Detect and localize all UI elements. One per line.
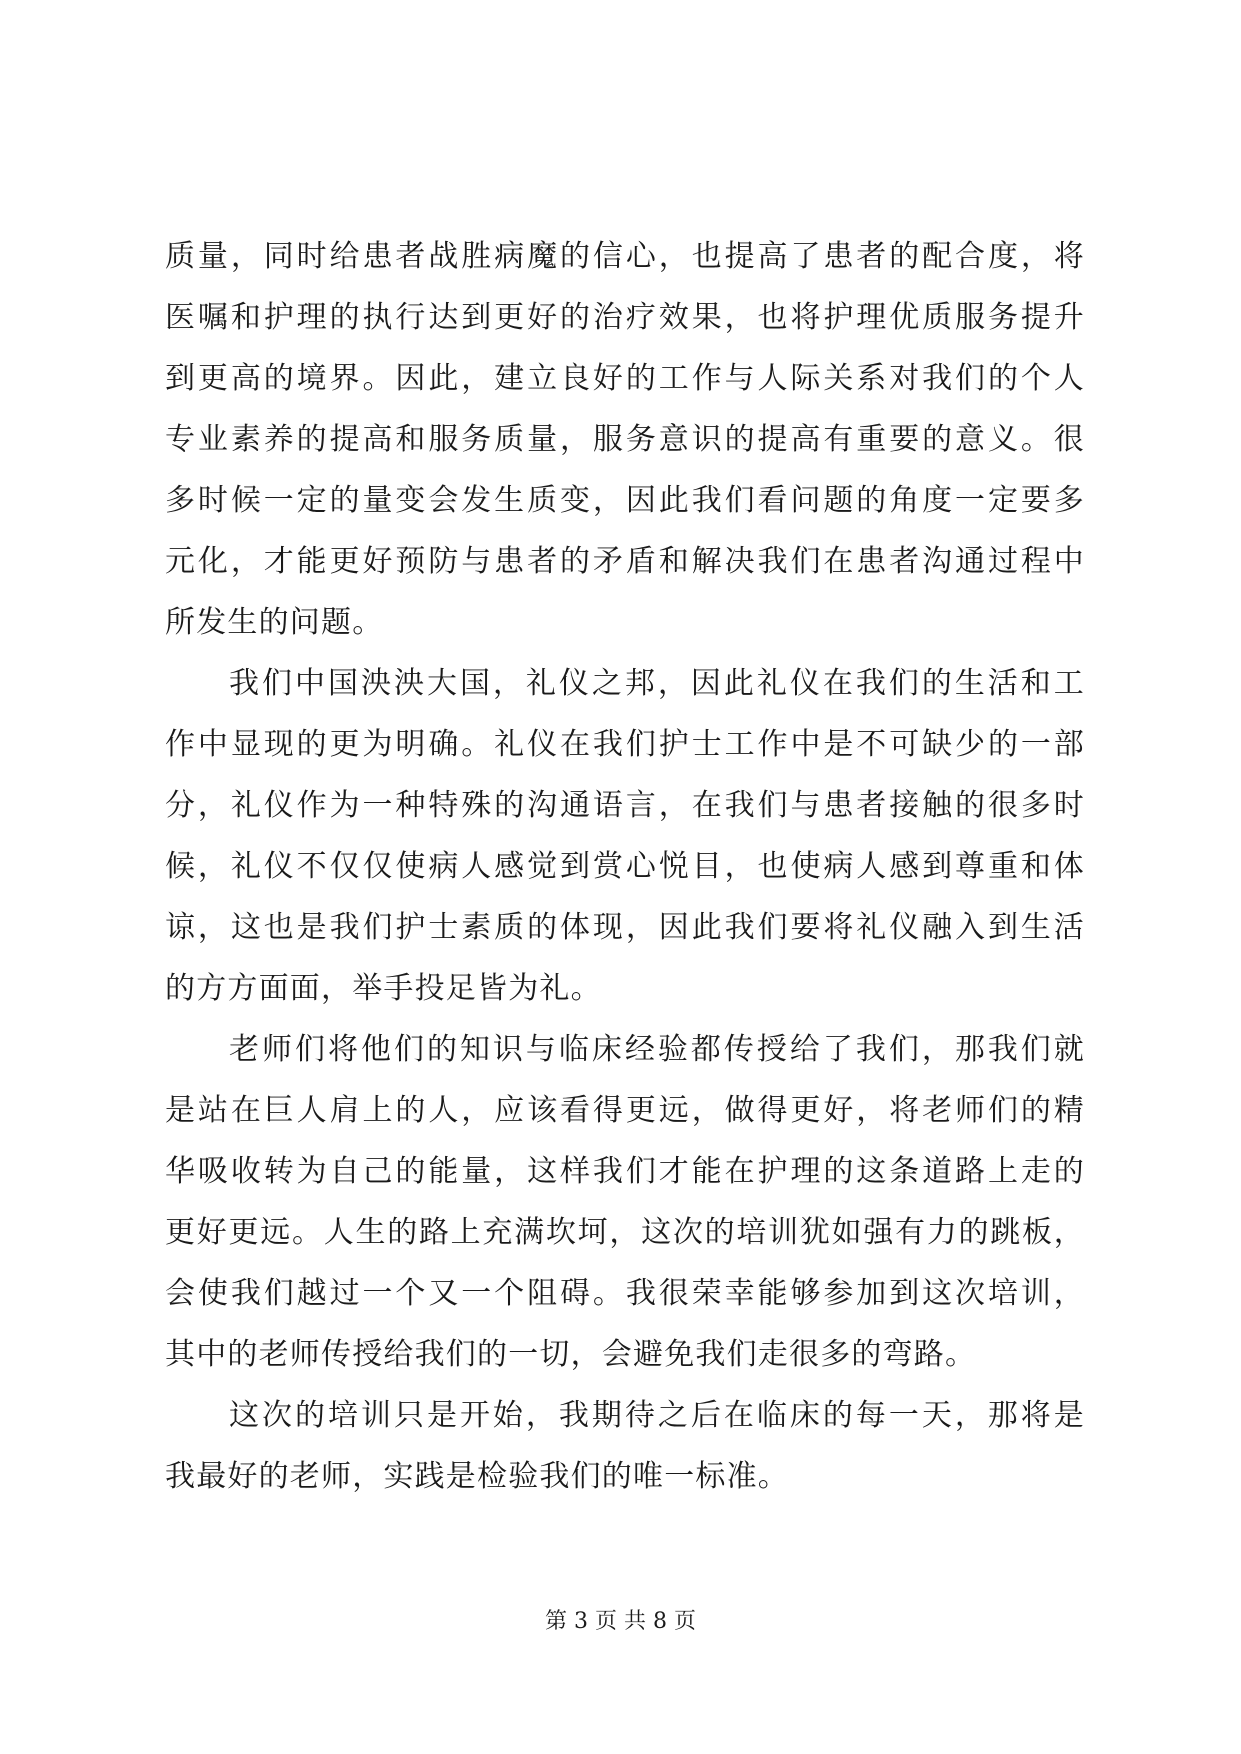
text-line: 质量，同时给患者战胜病魔的信心，也提高了患者的配合度，将: [165, 239, 1085, 274]
text-line: 华吸收转为自己的能量，这样我们才能在护理的这条道路上走的: [165, 1154, 1085, 1189]
text-line: 谅，这也是我们护士素质的体现，因此我们要将礼仪融入到生活: [165, 910, 1085, 945]
text-line: 作中显现的更为明确。礼仪在我们护士工作中是不可缺少的一部: [165, 727, 1085, 762]
text-line: 老师们将他们的知识与临床经验都传授给了我们，那我们就: [229, 1032, 1085, 1067]
text-line: 到更高的境界。因此，建立良好的工作与人际关系对我们的个人: [165, 361, 1085, 396]
page-number-footer: 第 3 页 共 8 页: [545, 1609, 696, 1634]
text-line: 专业素养的提高和服务质量，服务意识的提高有重要的意义。很: [165, 422, 1085, 457]
text-line: 这次的培训只是开始，我期待之后在临床的每一天，那将是: [229, 1398, 1085, 1433]
text-line: 是站在巨人肩上的人，应该看得更远，做得更好，将老师们的精: [165, 1093, 1085, 1128]
text-line: 会使我们越过一个又一个阻碍。我很荣幸能够参加到这次培训，: [165, 1276, 1085, 1311]
text-line: 医嘱和护理的执行达到更好的治疗效果，也将护理优质服务提升: [165, 300, 1085, 335]
paragraph-3: [165, 1019, 1085, 1385]
text-line: 其中的老师传授给我们的一切，会避免我们走很多的弯路。: [165, 1337, 977, 1372]
text-line: 的方方面面，举手投足皆为礼。: [165, 971, 602, 1006]
paragraph-1: [165, 226, 1085, 653]
text-line: 候，礼仪不仅仅使病人感觉到赏心悦目，也使病人感到尊重和体: [165, 849, 1085, 884]
document-body: [165, 226, 1085, 1507]
paragraph-2: [165, 653, 1085, 1019]
text-line: 分，礼仪作为一种特殊的沟通语言，在我们与患者接触的很多时: [165, 788, 1085, 823]
text-line: 更好更远。人生的路上充满坎坷，这次的培训犹如强有力的跳板，: [165, 1215, 1085, 1250]
text-line: 元化，才能更好预防与患者的矛盾和解决我们在患者沟通过程中: [165, 544, 1085, 579]
paragraph-4: [165, 1385, 1085, 1507]
text-line: 我最好的老师，实践是检验我们的唯一标准。: [165, 1459, 789, 1494]
text-line: 我们中国泱泱大国，礼仪之邦，因此礼仪在我们的生活和工: [229, 666, 1085, 701]
text-line: 所发生的问题。: [165, 605, 384, 640]
text-line: 多时候一定的量变会发生质变，因此我们看问题的角度一定要多: [165, 483, 1085, 518]
